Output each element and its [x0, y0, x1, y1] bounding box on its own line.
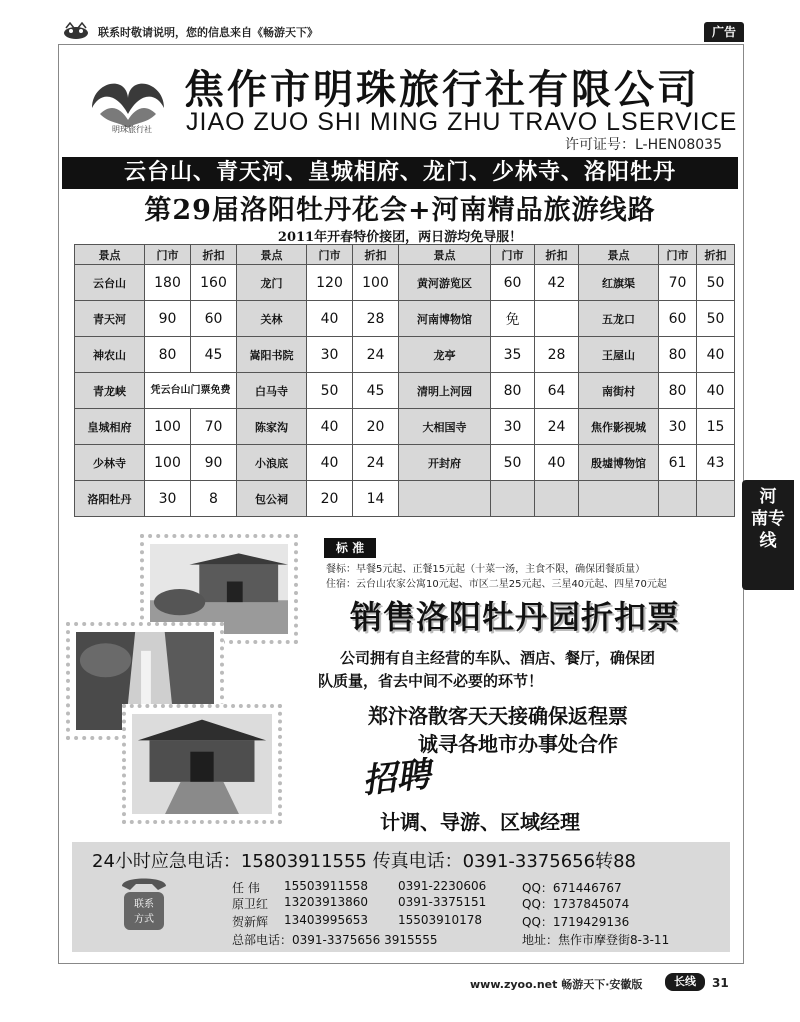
phone-icon [118, 872, 170, 934]
contact-tel: 0391-2230606 [398, 879, 487, 893]
meal-standard: 餐标：早餐5元起、正餐15元起（十菜一汤，主食不限，确保团餐质量） [326, 564, 646, 575]
attraction-name: 嵩阳书院 [237, 337, 307, 373]
hotline: 24小时应急电话：15803911555 传真电话：0391-3375656转88 [92, 851, 636, 872]
discount-price: 24 [353, 445, 399, 481]
discount-price: 42 [535, 265, 579, 301]
discount-price: 28 [353, 301, 399, 337]
list-price: 40 [307, 409, 353, 445]
footer-site: www.zyoo.net 畅游天下·安徽版 [470, 978, 643, 991]
attraction-name: 青天河 [75, 301, 145, 337]
promo-line: 队质量，省去中间不必要的环节！ [318, 672, 544, 690]
discount-price: 40 [697, 373, 735, 409]
discount-price: 40 [697, 337, 735, 373]
ticket-sale-title: 销售洛阳牡丹园折扣票 [350, 598, 681, 636]
list-price: 80 [659, 373, 697, 409]
promo-line: 诚寻各地市办事处合作 [418, 732, 618, 756]
empty-cell [659, 481, 697, 517]
discount-price: 24 [535, 409, 579, 445]
table-header-row [75, 245, 735, 265]
attraction-name: 南街村 [579, 373, 659, 409]
column-header: 景点 [579, 245, 659, 265]
attraction-name: 清明上河园 [399, 373, 491, 409]
discount-price: 14 [353, 481, 399, 517]
discount-price: 45 [353, 373, 399, 409]
headline: 第29届洛阳牡丹花会+河南精品旅游线路 [144, 195, 656, 226]
attraction-name: 白马寺 [237, 373, 307, 409]
temple-gate-image [150, 544, 288, 634]
list-price: 30 [145, 481, 191, 517]
column-header: 门市 [659, 245, 697, 265]
address: 地址：焦作市摩登街8-3-11 [522, 933, 670, 947]
list-price: 80 [659, 337, 697, 373]
footer-tag: 长线 [665, 973, 705, 991]
attraction-name: 神农山 [75, 337, 145, 373]
attraction-name: 开封府 [399, 445, 491, 481]
destinations-bar: 云台山、青天河、皇城相府、龙门、少林寺、洛阳牡丹 [62, 157, 738, 189]
list-price: 30 [307, 337, 353, 373]
top-banner [58, 18, 744, 46]
list-price: 120 [307, 265, 353, 301]
discount-price: 24 [353, 337, 399, 373]
column-header: 门市 [307, 245, 353, 265]
empty-cell [535, 481, 579, 517]
discount-price: 28 [535, 337, 579, 373]
license-number: 许可证号：L-HEN08035 [565, 137, 722, 153]
list-price: 61 [659, 445, 697, 481]
contact-tel: 0391-3375151 [398, 895, 487, 909]
subheadline: 2011年开春特价接团，两日游均免导服！ [277, 230, 523, 245]
attraction-name: 殷墟博物馆 [579, 445, 659, 481]
list-price: 50 [307, 373, 353, 409]
list-price: 50 [491, 445, 535, 481]
list-price: 60 [491, 265, 535, 301]
ad-label: 广告 [704, 22, 744, 42]
discount-price: 20 [353, 409, 399, 445]
list-price: 30 [659, 409, 697, 445]
attraction-name: 云台山 [75, 265, 145, 301]
list-price: 免 [491, 301, 535, 337]
attraction-name: 关林 [237, 301, 307, 337]
column-header: 门市 [491, 245, 535, 265]
promo-line: 郑汴洛散客天天接确保返程票 [368, 704, 628, 728]
discount-price: 45 [191, 337, 237, 373]
list-price: 40 [307, 301, 353, 337]
side-tab-line: 线 [759, 531, 777, 551]
table-row [75, 373, 735, 409]
company-name-cn: 焦作市明珠旅行社有限公司 [184, 67, 700, 113]
discount-price: 100 [353, 265, 399, 301]
column-header: 景点 [75, 245, 145, 265]
discount-price: 64 [535, 373, 579, 409]
column-header: 折扣 [191, 245, 237, 265]
side-tab-line: 河 [759, 487, 777, 507]
hiring-roles: 计调、导游、区域经理 [380, 810, 580, 834]
list-price: 100 [145, 445, 191, 481]
list-price: 30 [491, 409, 535, 445]
contact-qq: QQ：1719429136 [522, 915, 630, 929]
price-table [74, 244, 735, 517]
table-row [75, 301, 735, 337]
empty-cell [697, 481, 735, 517]
discount-price: 60 [191, 301, 237, 337]
phone-icon-label: 方式 [134, 914, 154, 925]
discount-price: 8 [191, 481, 237, 517]
attraction-name: 包公祠 [237, 481, 307, 517]
list-price: 80 [145, 337, 191, 373]
attraction-name: 龙门 [237, 265, 307, 301]
discount-price: 43 [697, 445, 735, 481]
attraction-name: 洛阳牡丹 [75, 481, 145, 517]
hiring-title: 招聘 [360, 754, 433, 802]
contact-mobile: 15503911558 [284, 879, 368, 893]
list-price: 100 [145, 409, 191, 445]
column-header: 折扣 [535, 245, 579, 265]
contact-tel: 15503910178 [398, 913, 482, 927]
attraction-name: 红旗渠 [579, 265, 659, 301]
discount-price: 50 [697, 301, 735, 337]
phone-icon-label: 联系 [134, 899, 154, 910]
attraction-name: 河南博物馆 [399, 301, 491, 337]
attraction-name: 大相国寺 [399, 409, 491, 445]
column-header: 景点 [399, 245, 491, 265]
table-row [75, 481, 735, 517]
table-row [75, 445, 735, 481]
side-tab-line: 南专 [751, 509, 785, 529]
empty-cell [399, 481, 491, 517]
attraction-name: 小浪底 [237, 445, 307, 481]
region-side-tab [742, 480, 794, 590]
logo-caption: 明珠旅行社 [112, 125, 152, 134]
contact-name: 原卫红 [232, 897, 269, 911]
list-price: 80 [491, 373, 535, 409]
list-price: 35 [491, 337, 535, 373]
attraction-name: 青龙峡 [75, 373, 145, 409]
attraction-name: 龙亭 [399, 337, 491, 373]
free-entry-note: 凭云台山门票免费 [145, 373, 237, 409]
contact-name: 任 伟 [232, 881, 260, 895]
attraction-name: 黄河游览区 [399, 265, 491, 301]
list-price: 90 [145, 301, 191, 337]
hq-phone: 总部电话：0391-3375656 3915555 [232, 933, 438, 947]
column-header: 门市 [145, 245, 191, 265]
contact-mobile: 13203913860 [284, 895, 368, 909]
attraction-name: 皇城相府 [75, 409, 145, 445]
contact-name: 贺新辉 [232, 915, 269, 929]
discount-price: 40 [535, 445, 579, 481]
list-price: 20 [307, 481, 353, 517]
temple-hall-photo [122, 704, 282, 824]
empty-cell [491, 481, 535, 517]
discount-price: 15 [697, 409, 735, 445]
list-price: 180 [145, 265, 191, 301]
attraction-name: 陈家沟 [237, 409, 307, 445]
empty-cell [579, 481, 659, 517]
contact-qq: QQ：1737845074 [522, 897, 630, 911]
company-name-en: JIAO ZUO SHI MING ZHU TRAVO LSERVICE [186, 108, 738, 136]
attraction-name: 少林寺 [75, 445, 145, 481]
discount-price: 160 [191, 265, 237, 301]
column-header: 折扣 [697, 245, 735, 265]
contact-qq: QQ：671446767 [522, 881, 622, 895]
list-price: 60 [659, 301, 697, 337]
hotel-standard: 住宿：云台山农家公寓10元起、市区二星25元起、三星40元起、四星70元起 [326, 579, 667, 590]
table-row [75, 265, 735, 301]
discount-price: 50 [697, 265, 735, 301]
list-price: 40 [307, 445, 353, 481]
promo-line: 公司拥有自主经营的车队、酒店、餐厅，确保团 [340, 649, 656, 667]
attraction-name: 王屋山 [579, 337, 659, 373]
table-row [75, 409, 735, 445]
column-header: 景点 [237, 245, 307, 265]
mascot-icon [62, 22, 90, 40]
discount-price: 90 [191, 445, 237, 481]
table-row [75, 337, 735, 373]
standards-label: 标 准 [324, 538, 376, 558]
discount-price: 70 [191, 409, 237, 445]
attraction-name: 五龙口 [579, 301, 659, 337]
attraction-name: 焦作影视城 [579, 409, 659, 445]
contact-mobile: 13403995653 [284, 913, 368, 927]
list-price: 70 [659, 265, 697, 301]
source-notice: 联系时敬请说明，您的信息来自《畅游天下》 [98, 26, 318, 39]
temple-hall-image [132, 714, 272, 814]
page-number: 31 [712, 976, 729, 990]
discount-price [535, 301, 579, 337]
column-header: 折扣 [353, 245, 399, 265]
